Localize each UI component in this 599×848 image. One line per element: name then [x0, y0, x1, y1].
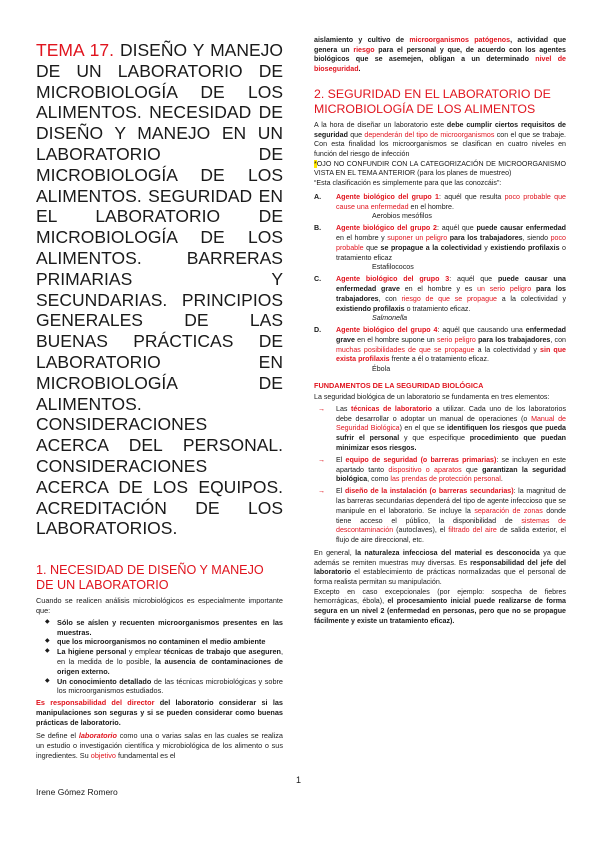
responsibility-paragraph [36, 698, 283, 727]
text-span: debe cumplir ciertos requisitos de seguridad [314, 120, 566, 139]
quote-paragraph: “Esta clasificación es simplemente para que las conozcáis”: [314, 179, 502, 188]
text-span: en el hombre y es [399, 284, 478, 293]
text-span: , actividad que genera un [314, 36, 567, 54]
text-span: Agente biológico del grupo 4 [336, 326, 438, 335]
left-column [36, 40, 283, 761]
definition-term: objetivo [90, 751, 116, 761]
text-span: para los trabajadores [475, 335, 551, 344]
text-span: las prendas de protección personal [390, 475, 501, 484]
list-item-text: la ausencia de contaminaciones de origen externo. [57, 656, 283, 676]
text-span: sistemas de descontaminación [336, 516, 566, 535]
text-span: se propague a la colectividad [380, 243, 482, 252]
text-span: que [347, 130, 365, 139]
definition-text: Se define el [36, 731, 79, 741]
list-item [314, 405, 566, 454]
text-span: o tratamiento eficaz [336, 243, 566, 262]
text-span: , siendo [522, 233, 551, 242]
right-column [314, 36, 566, 627]
list-letter: D. [314, 326, 322, 335]
list-item-text: que los microorganismos no contaminen el medio ambiente [57, 637, 266, 647]
text-span: muchas posibilidades de que se propague [336, 345, 475, 354]
page-number: 1 [296, 775, 302, 785]
text-span: El [336, 487, 345, 496]
text-span: poco probable que cause una enfermedad [336, 192, 566, 211]
text-span: enfermedad grave [336, 326, 566, 344]
responsibility-text: del laboratorio considerar si las manipulaciones son seguras y si se pueden considerar como buenas prácticas de laboratorio. [36, 698, 283, 727]
definition-term: laboratorio [78, 731, 117, 741]
text-span: la naturaleza infecciosa del material es desconocida [355, 548, 540, 557]
note-text: OJO NO CONFUNDIR CON LA CATEGORIZACIÓN DE MICROORGANISMO VISTA EN EL TEMA ANTERIOR (para los planes de muestreo) [314, 159, 566, 178]
text-span: en el hombre supone un [354, 335, 437, 344]
text-span: donde tiene acceso el público, la disponibilidad de [336, 506, 567, 525]
text-span: sin que exista profilaxis [336, 345, 566, 364]
text-span: . [500, 475, 503, 484]
text-span: Excepto en caso excepcionales (por ejemplo: sospecha de fiebres hemorrágicas, ébola), [314, 587, 566, 606]
document-title [36, 40, 283, 539]
list-item-text: La higiene personal [57, 647, 127, 657]
text-span: para los trabajadores [336, 284, 566, 303]
text-span: : aquél que causando una [437, 326, 526, 335]
list-item-text: y emplear [126, 647, 164, 657]
example-text: Ébola [372, 365, 391, 374]
example-text: Estafilococos [372, 263, 414, 272]
note-marker: * [314, 159, 317, 168]
text-span: Agente biológico del grupo 2 [336, 224, 437, 233]
text-span: Manual de Seguridad Biológica [336, 414, 566, 433]
text-span: , como [367, 475, 391, 484]
text-span: : aquél que resulta [439, 192, 505, 201]
text-span: A la hora de diseñar un laboratorio este [314, 120, 447, 129]
section-1-intro: Cuando se realicen análisis microbiológicos es especialmente importante que: [36, 596, 283, 615]
text-span: poco probable [336, 233, 566, 252]
list-item [314, 326, 566, 375]
list-item [314, 224, 566, 273]
text-span: identifiquen los riesgos que pueda sufrir el personal [336, 424, 566, 443]
text-span: el procesamiento inicial puede realizarse de forma segura en un nivel 2 (enfermedad en personas, pero que no se propague fácilmente y existe un tratamiento eficaz). [314, 597, 566, 625]
text-span: , con [550, 335, 566, 344]
text-span: (autoclaves), el [393, 526, 449, 535]
text-span: técnicas de laboratorio [351, 404, 432, 413]
text-span: ya que además se remiten muestras muy diversas. Es [314, 548, 566, 567]
list-item [314, 193, 566, 222]
text-span: dispositivo o aparatos [388, 465, 462, 474]
text-span: frente a él o tratamiento eficaz. [389, 355, 489, 364]
list-letter: A. [314, 192, 322, 201]
list-letter: C. [314, 275, 322, 284]
requirements-list [36, 618, 283, 696]
responsibility-highlight: Es responsabilidad del director [36, 698, 155, 708]
text-span: responsabilidad del jefe del laboratorio [314, 558, 566, 577]
text-span: en el hombre y [336, 233, 388, 242]
text-span: y que especifique [399, 434, 470, 443]
fundamentals-intro: La seguridad biológica de un laboratorio se fundamenta en tres elementos: [314, 393, 550, 402]
text-span: a la colectividad y [496, 294, 566, 303]
title-text: DISEÑO Y MANEJO DE UN LABORATORIO DE MICROBIOLOGÍA DE LOS ALIMENTOS. NECESIDAD DE DISEÑO Y MANEJO EN UN LABORATORIO DE MICROBIOLOGÍA DE LOS ALIMENTOS. SEGURIDAD EN EL LABORATORIO DE MICROBIOLOGÍA DE LOS ALIMENTOS. BARRERAS PRIMARIAS Y SECUNDARIAS. PRINCIPIOS GENERALES DE LAS BUENAS PRÁCTICAS DE LABORATORIO EN MICROBIOLOGÍA DE ALIMENTOS. CONSIDERACIONES ACERCA DEL PERSONAL. CONSIDERACIONES ACERCA DE LOS EQUIPOS. ACREDITACIÓN DE LOS LABORATORIOS. [36, 40, 283, 539]
exception-paragraph [314, 588, 566, 627]
text-span: un serio peligro [477, 284, 532, 293]
continuation-paragraph [314, 36, 566, 75]
list-item [47, 618, 283, 638]
text-span: o tratamiento eficaz. [404, 304, 471, 313]
text-span: riesgo [353, 45, 375, 54]
text-span: separación de zonas [474, 506, 543, 515]
text-span: microorganismos patógenos [409, 36, 511, 44]
text-span: serio peligro [436, 335, 476, 344]
text-span: : aquél que [449, 275, 498, 284]
general-paragraph [314, 549, 566, 588]
list-item [314, 456, 566, 485]
example-text: Aerobios mesófilos [372, 212, 432, 221]
text-span: aislamiento y cultivo de [314, 36, 410, 44]
definition-paragraph [36, 731, 283, 760]
text-span: existiendo profilaxis [490, 243, 560, 252]
text-span: a la colectividad y [474, 345, 541, 354]
text-span: En general, [314, 548, 356, 557]
text-span: a utilizar. Cada uno de los laboratorios debe desarrollar o adoptar un manual de operaciones (o [336, 404, 566, 423]
text-span: que [461, 465, 483, 474]
text-span: dependerán del tipo de microorganismos [364, 130, 495, 139]
fundamentals-list [314, 405, 566, 546]
text-span: Agente biológico del grupo 3 [336, 275, 450, 284]
text-span: , con [378, 294, 402, 303]
list-item-text: , en la medida de lo posible, [57, 647, 284, 666]
definition-text: como una o varias salas en las cuales se realiza un estudio o investigación científica y microbiológica de los alimento o sus ingredientes. Su [36, 731, 283, 761]
text-span: nivel de bioseguridad [314, 55, 566, 74]
list-item-text: técnicas de trabajo que aseguren [163, 647, 281, 657]
text-span: : se incluyen en este apartado tanto [336, 455, 566, 474]
text-span: el establecimiento de prácticas normalizadas que el personal de forma realista permitan su manipulación. [314, 568, 566, 587]
text-span: en el hombre. [408, 202, 454, 211]
text-span: ) en el que se [399, 424, 447, 433]
section-2-heading: 2. SEGURIDAD EN EL LABORATORIO DE MICROBIOLOGÍA DE LOS ALIMENTOS [314, 86, 551, 116]
text-span: : la magnitud de las barreras secundarias dependerá del tipo de agente infeccioso que se manipule en el laboratorio. Se incluye la [336, 487, 567, 515]
list-item-text: Sólo se aíslen y recuenten microorganismos presentes en las muestras. [57, 617, 283, 637]
text-span: puede causar una enfermedad grave [336, 275, 566, 293]
section-2-intro [314, 121, 566, 160]
text-span: . [358, 65, 361, 74]
text-span: filtrado del aire [448, 526, 497, 535]
list-item-text: Un conocimiento detallado [57, 676, 152, 686]
text-span: puede causar enfermedad [476, 224, 566, 233]
list-item [314, 487, 566, 546]
text-span: para el personal y que, de acuerdo con los agentes biológicos que se asemejen, obligan a un determinado [314, 45, 567, 64]
text-span: que [363, 243, 381, 252]
title-number: TEMA 17. [36, 40, 114, 60]
text-span: y [481, 243, 491, 252]
text-span: procedimiento que puedan minimizar esos riesgos. [336, 434, 566, 452]
text-span: suponer un peligro [387, 233, 448, 242]
agent-groups-list [314, 193, 566, 375]
list-item-text: de las técnicas microbiológicas y sobre los microorganismos estudiados. [57, 676, 283, 696]
list-item [47, 637, 283, 647]
fundamentals-heading: FUNDAMENTOS DE LA SEGURIDAD BIOLÓGICA [314, 381, 484, 391]
list-item [47, 677, 283, 697]
text-span: existiendo profilaxis [336, 304, 405, 313]
example-text: Salmonella [372, 314, 408, 323]
text-span: : aquél que [436, 224, 477, 233]
text-span: Las [336, 404, 352, 413]
text-span: con el que se trabaje. Con esta finalidad los microorganismos se clasifican en cuatro niveles en función del riesgo de infección [314, 130, 566, 158]
note-paragraph [314, 160, 566, 179]
definition-text: fundamental es el [115, 751, 176, 761]
text-span: El [336, 455, 346, 464]
list-item [314, 275, 566, 324]
section-1-heading: 1. NECESIDAD DE DISEÑO Y MANEJO DE UN LABORATORIO [36, 563, 264, 593]
text-span: equipo de seguridad (o barreras primarias) [345, 455, 497, 464]
text-span: Agente biológico del grupo 1 [336, 192, 439, 201]
text-span: de salida exterior, el flujo de aire direccional, etc. [336, 526, 567, 545]
text-span: diseño de la instalación (o barreras secundarias) [344, 487, 514, 496]
author-name: Irene Gómez Romero [36, 787, 118, 797]
text-span: riesgo de que se propague [401, 294, 497, 303]
text-span: garantizan la seguridad biológica [336, 465, 566, 484]
list-item [47, 647, 283, 676]
text-span: para los trabajadores [447, 233, 523, 242]
list-letter: B. [314, 224, 322, 233]
